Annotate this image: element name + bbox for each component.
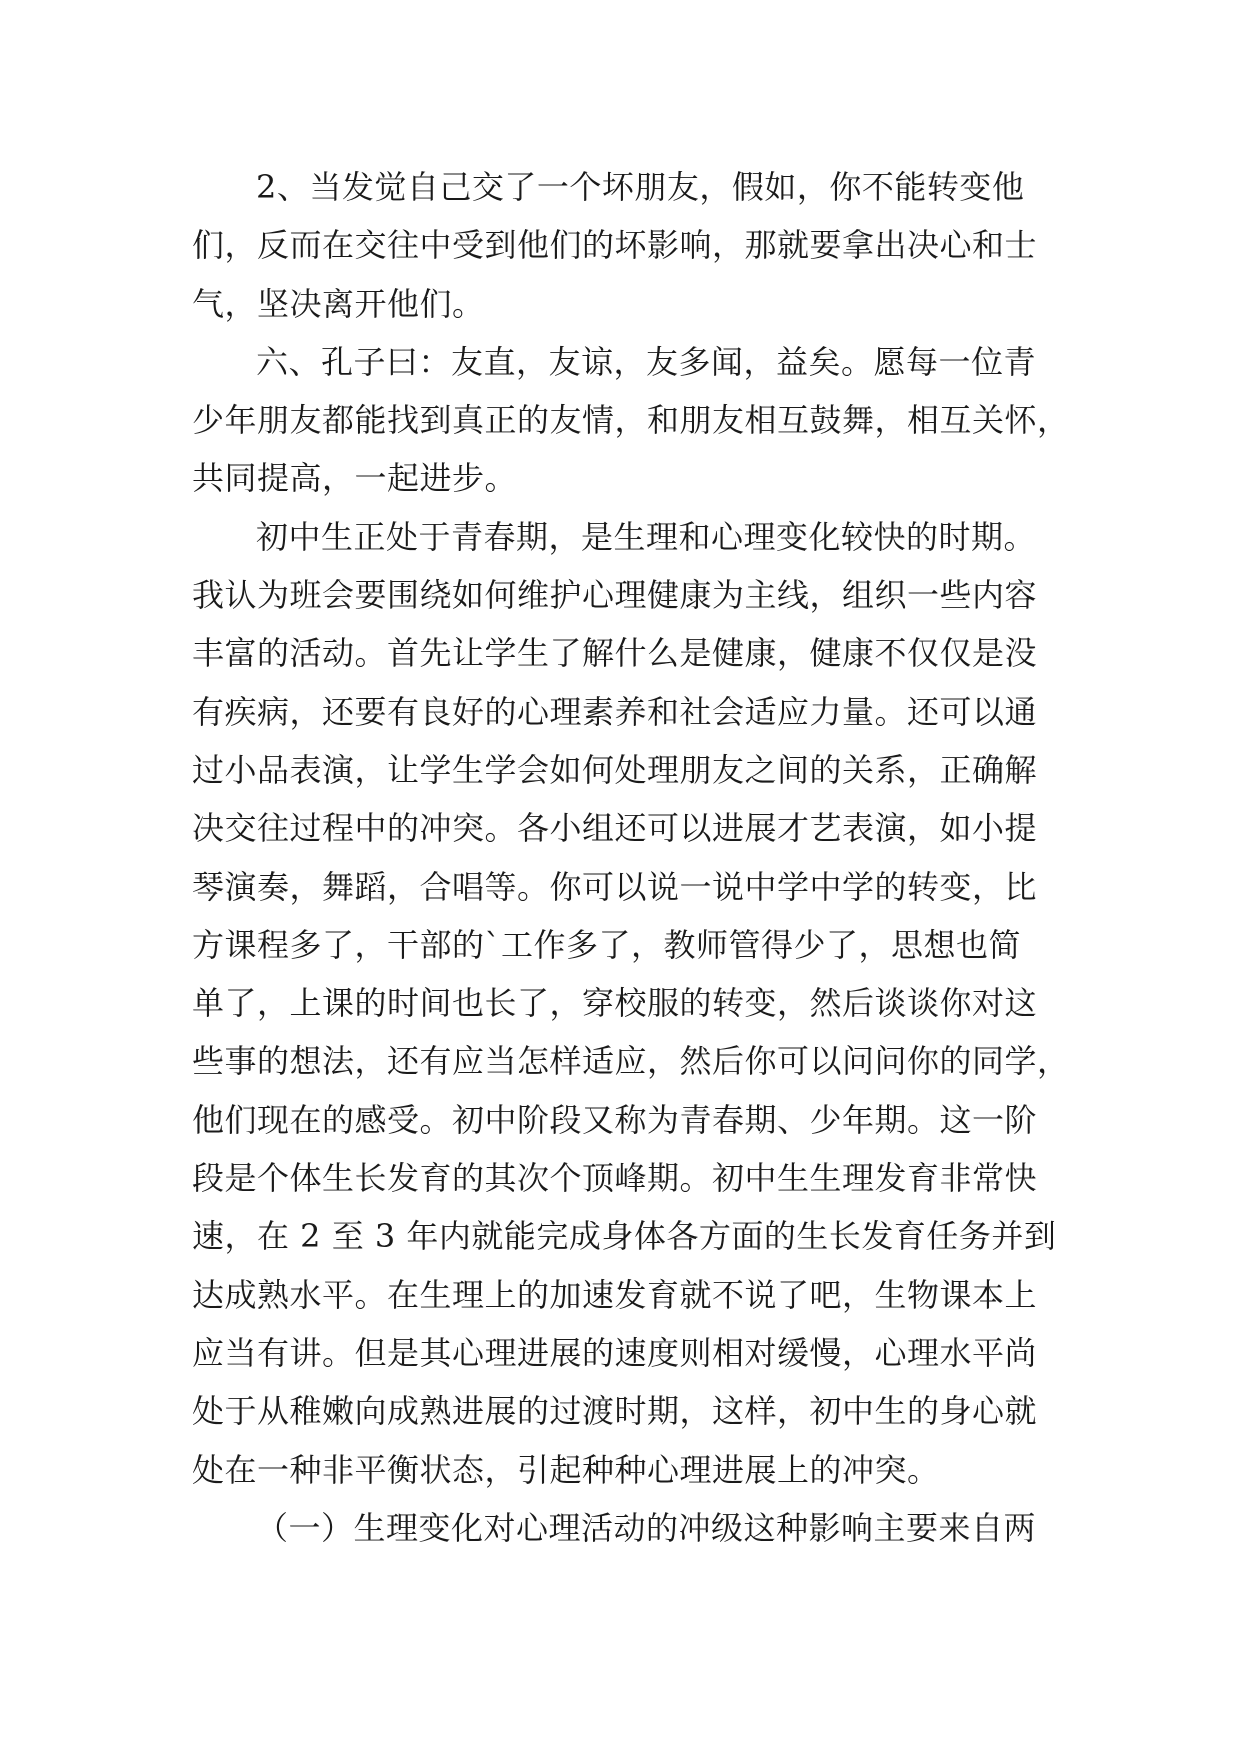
- text-line: 有疾病，还要有良好的心理素养和社会适应力量。还可以通: [192, 692, 1038, 731]
- text-line: 过小品表演，让学生学会如何处理朋友之间的关系，正确解: [192, 750, 1038, 789]
- text-line: 共同提高，一起进步。: [192, 459, 518, 498]
- text-line: 方课程多了，干部的`工作多了，教师管得少了，思想也简: [192, 925, 1022, 964]
- text-line: 气，坚决离开他们。: [192, 284, 485, 323]
- text-line: 速，在 2 至 3 年内就能完成身体各方面的生长发育任务并到: [192, 1217, 1057, 1256]
- text-line: 少年朋友都能找到真正的友情，和朋友相互鼓舞，相互关怀，: [192, 401, 1070, 440]
- text-line: 六、孔子曰：友直，友谅，友多闻，益矣。愿每一位青: [256, 342, 1037, 381]
- text-line: 丰富的活动。首先让学生了解什么是健康，健康不仅仅是没: [192, 634, 1038, 673]
- text-line: 初中生正处于青春期，是生理和心理变化较快的时期。: [256, 517, 1037, 556]
- text-line: 应当有讲。但是其心理进展的速度则相对缓慢，心理水平尚: [192, 1333, 1038, 1372]
- text-line: （一）生理变化对心理活动的冲级这种影响主要来自两: [256, 1508, 1037, 1547]
- text-line: 处在一种非平衡状态，引起种种心理进展上的冲突。: [192, 1450, 940, 1489]
- text-line: 2、当发觉自己交了一个坏朋友，假如，你不能转变他: [256, 168, 1025, 206]
- text-line: 决交往过程中的冲突。各小组还可以进展才艺表演，如小提: [192, 809, 1038, 848]
- text-line: 些事的想法，还有应当怎样适应，然后你可以问问你的同学，: [192, 1042, 1070, 1081]
- text-line: 我认为班会要围绕如何维护心理健康为主线，组织一些内容: [192, 576, 1038, 615]
- text-line: 他们现在的感受。初中阶段又称为青春期、少年期。这一阶: [192, 1100, 1038, 1139]
- text-line: 们，反而在交往中受到他们的坏影响，那就要拿出决心和士: [192, 226, 1038, 265]
- document-body: [192, 158, 1070, 1557]
- text-line: 琴演奏，舞蹈，合唱等。你可以说一说中学中学的转变，比: [192, 867, 1038, 906]
- text-line: 段是个体生长发育的其次个顶峰期。初中生生理发育非常快: [192, 1159, 1038, 1198]
- text-line: 处于从稚嫩向成熟进展的过渡时期，这样，初中生的身心就: [192, 1392, 1038, 1431]
- text-line: 达成熟水平。在生理上的加速发育就不说了吧，生物课本上: [192, 1275, 1038, 1314]
- text-line: 单了，上课的时间也长了，穿校服的转变，然后谈谈你对这: [192, 984, 1038, 1023]
